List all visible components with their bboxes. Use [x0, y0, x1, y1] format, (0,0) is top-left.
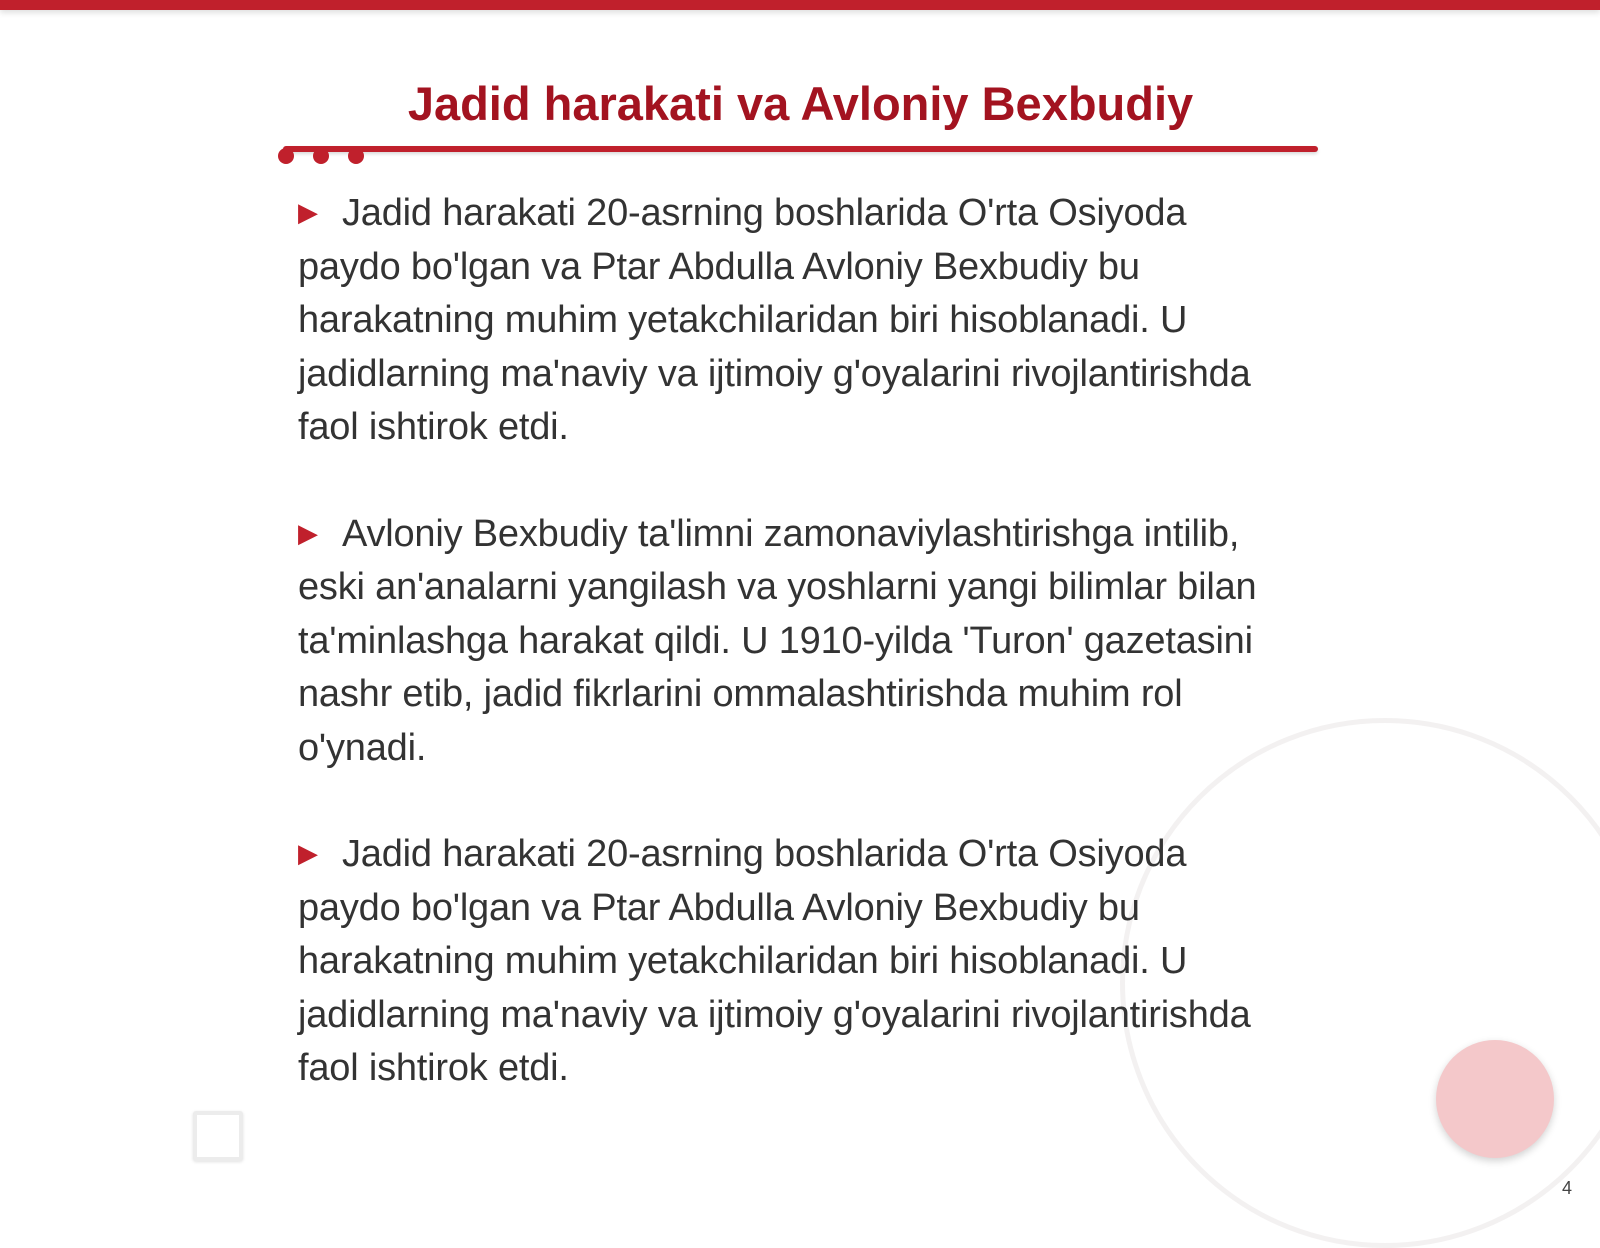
decorative-square-outline [193, 1111, 243, 1161]
bullet-item [298, 827, 1298, 1096]
bullet-item [298, 186, 1298, 455]
bullet-arrow-icon: ▶ [298, 197, 318, 227]
bullet-text: Jadid harakati 20-asrning boshlarida O'rta Osiyoda paydo bo'lgan va Ptar Abdulla Avloniy Bexbudiy bu harakatning muhim yetakchilaridan biri hisoblanadi. U jadidlarning ma'naviy va ijtimoiy g'oyalarini rivojlantirishda faol ishtirok etdi. [298, 192, 1251, 448]
bullet-arrow-icon: ▶ [298, 838, 318, 868]
bullet-text: Jadid harakati 20-asrning boshlarida O'rta Osiyoda paydo bo'lgan va Ptar Abdulla Avloniy Bexbudiy bu harakatning muhim yetakchilaridan biri hisoblanadi. U jadidlarning ma'naviy va ijtimoiy g'oyalarini rivojlantirishda faol ishtirok etdi. [298, 833, 1251, 1089]
slide-body [298, 186, 1298, 1148]
top-accent-bar [0, 0, 1600, 10]
bullet-text: Avloniy Bexbudiy ta'limni zamonaviylashtirishga intilib, eski an'analarni yangilash va yoshlarni yangi bilimlar bilan ta'minlashga harakat qildi. U 1910-yilda 'Turon' gazetasini nashr etib, jadid fikrlarini ommalashtirishda muhim rol o'ynadi. [298, 512, 1257, 769]
title-underline [283, 146, 1318, 152]
page-number: 4 [1561, 1178, 1572, 1198]
decorative-pink-circle [1436, 1040, 1554, 1158]
bullet-item [298, 507, 1298, 776]
underline-dot-3 [348, 148, 364, 164]
bullet-arrow-icon: ▶ [298, 517, 318, 548]
underline-dot-1 [278, 148, 294, 164]
underline-dot-2 [313, 148, 329, 164]
slide-title: Jadid harakati va Avloniy Bexbudiy [407, 77, 1194, 130]
